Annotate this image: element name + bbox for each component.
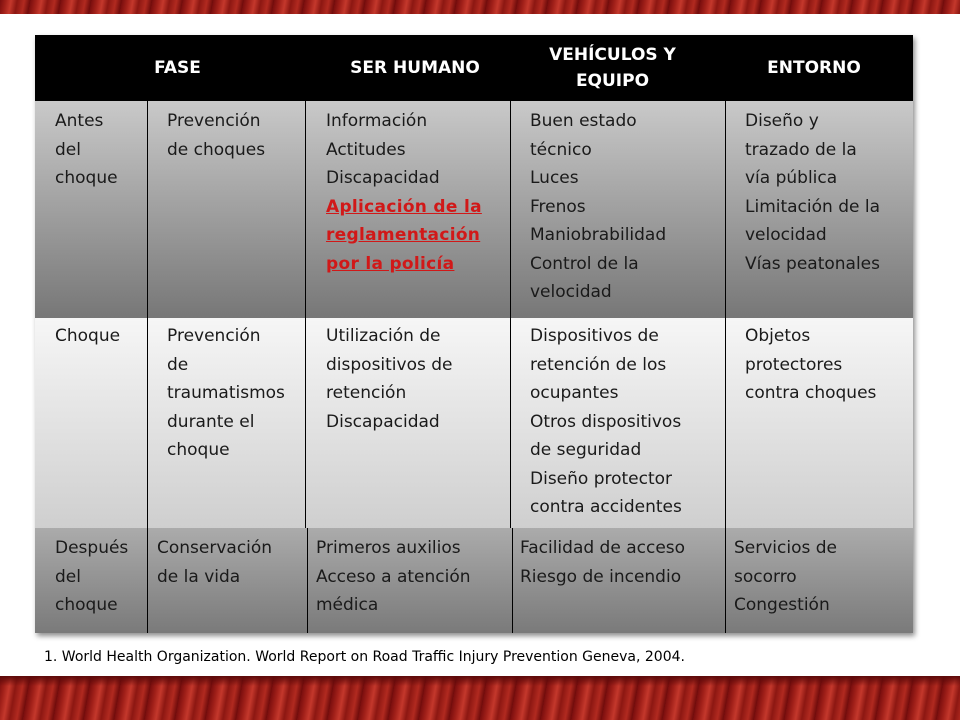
text-line: Discapacidad [326, 168, 440, 188]
row-despues-ser-humano [316, 534, 506, 620]
text-line: dispositivos de [326, 354, 453, 375]
row-despues-objetivo [157, 534, 307, 591]
text-line: Diseño protector [530, 468, 673, 489]
text-line: de [167, 354, 189, 375]
divider-row3-col2 [307, 528, 308, 633]
text-line: Conservación [157, 538, 273, 558]
text-line: Antes [55, 111, 104, 131]
text-line: Buen estado [530, 111, 637, 131]
text-line: Diseño y [745, 111, 819, 131]
text-line: del [55, 566, 81, 587]
top-decorative-band [0, 0, 960, 14]
divider-row2-col1 [147, 318, 148, 528]
text-line: médica [316, 595, 379, 615]
row-choque-fase [55, 322, 155, 351]
row-choque-ser-humano [326, 322, 508, 436]
row-despues-entorno [734, 534, 909, 620]
text-line: Objetos [745, 326, 811, 346]
text-line: técnico [530, 139, 592, 160]
text-line: Utilización de [326, 326, 441, 346]
row-antes-vehiculos [530, 107, 715, 307]
text-line: Prevención [167, 111, 261, 131]
divider-row2-col4 [725, 318, 726, 528]
text-line: vía pública [745, 168, 838, 188]
header-ser-humano: SER HUMANO [320, 35, 510, 101]
row-choque-objetivo [167, 322, 317, 465]
text-line: del [55, 139, 81, 160]
police-enforcement-line: reglamentación [326, 225, 481, 245]
text-line: Frenos [530, 196, 586, 217]
text-line: Después [55, 538, 129, 558]
text-line: Dispositivos de [530, 326, 659, 346]
text-line: choque [167, 440, 230, 460]
row-antes-entorno [745, 107, 913, 278]
police-enforcement-line: Aplicación de la [326, 196, 482, 217]
text-line: Información [326, 111, 428, 131]
row-choque-vehiculos [530, 322, 715, 522]
row-antes-fase [55, 107, 145, 193]
row-despues-fase [55, 534, 155, 620]
text-line: Servicios de [734, 538, 838, 558]
text-line: choque [55, 168, 118, 188]
text-line: velocidad [745, 225, 827, 245]
text-line: Maniobrabilidad [530, 225, 667, 245]
text-line: de seguridad [530, 440, 642, 460]
text-line: trazado de la [745, 139, 857, 160]
text-line: Luces [530, 168, 579, 188]
text-line: Actitudes [326, 139, 406, 160]
text-line: ocupantes [530, 383, 619, 403]
text-line: Control de la [530, 253, 639, 274]
header-vehiculos-line1: VEHÍCULOS Y [549, 45, 676, 65]
text-line: socorro [734, 566, 797, 587]
text-line: Primeros auxilios [316, 538, 461, 558]
text-line: contra choques [745, 383, 877, 403]
text-line: protectores [745, 354, 843, 375]
header-vehiculos-line2: EQUIPO [575, 71, 650, 91]
text-line: Discapacidad [326, 411, 440, 432]
row-choque-entorno [745, 322, 913, 408]
citation-footnote: 1. World Health Organization. World Report on Road Traffic Injury Prevention Geneva, 2004. [44, 649, 685, 665]
header-entorno: ENTORNO [715, 35, 913, 101]
row-antes-objetivo [167, 107, 317, 164]
divider-row1-col2 [305, 101, 306, 318]
bottom-decorative-band [0, 676, 960, 720]
text-line: Congestión [734, 595, 830, 615]
header-vehiculos [510, 35, 715, 101]
text-line: Otros dispositivos [530, 411, 682, 432]
row-despues-vehiculos [520, 534, 715, 591]
text-line: contra accidentes [530, 497, 682, 517]
text-line: Acceso a atención [316, 566, 471, 587]
divider-row1-col4 [725, 101, 726, 318]
text-line: traumatismos [167, 383, 285, 403]
text-line: Riesgo de incendio [520, 566, 682, 587]
divider-row2-col2 [305, 318, 306, 528]
text-line: Vías peatonales [745, 253, 880, 274]
text-line: retención [326, 383, 407, 403]
divider-row3-col4 [725, 528, 726, 633]
header-fase: FASE [35, 35, 320, 101]
divider-row1-col1 [147, 101, 148, 318]
text-line: Choque [55, 326, 121, 346]
text-line: choque [55, 595, 118, 615]
divider-row2-col3 [510, 318, 511, 528]
text-line: de choques [167, 139, 266, 160]
text-line: Prevención [167, 326, 261, 346]
police-enforcement-line: por la policía [326, 253, 455, 274]
text-line: Limitación de la [745, 196, 881, 217]
text-line: Facilidad de acceso [520, 538, 686, 558]
divider-row3-col3 [512, 528, 513, 633]
road-safety-matrix-table [35, 35, 913, 633]
divider-row1-col3 [510, 101, 511, 318]
text-line: velocidad [530, 282, 612, 302]
text-line: durante el [167, 411, 255, 432]
divider-row3-col1 [147, 528, 148, 633]
row-antes-ser-humano [326, 107, 508, 278]
text-line: retención de los [530, 354, 667, 375]
text-line: de la vida [157, 566, 241, 587]
